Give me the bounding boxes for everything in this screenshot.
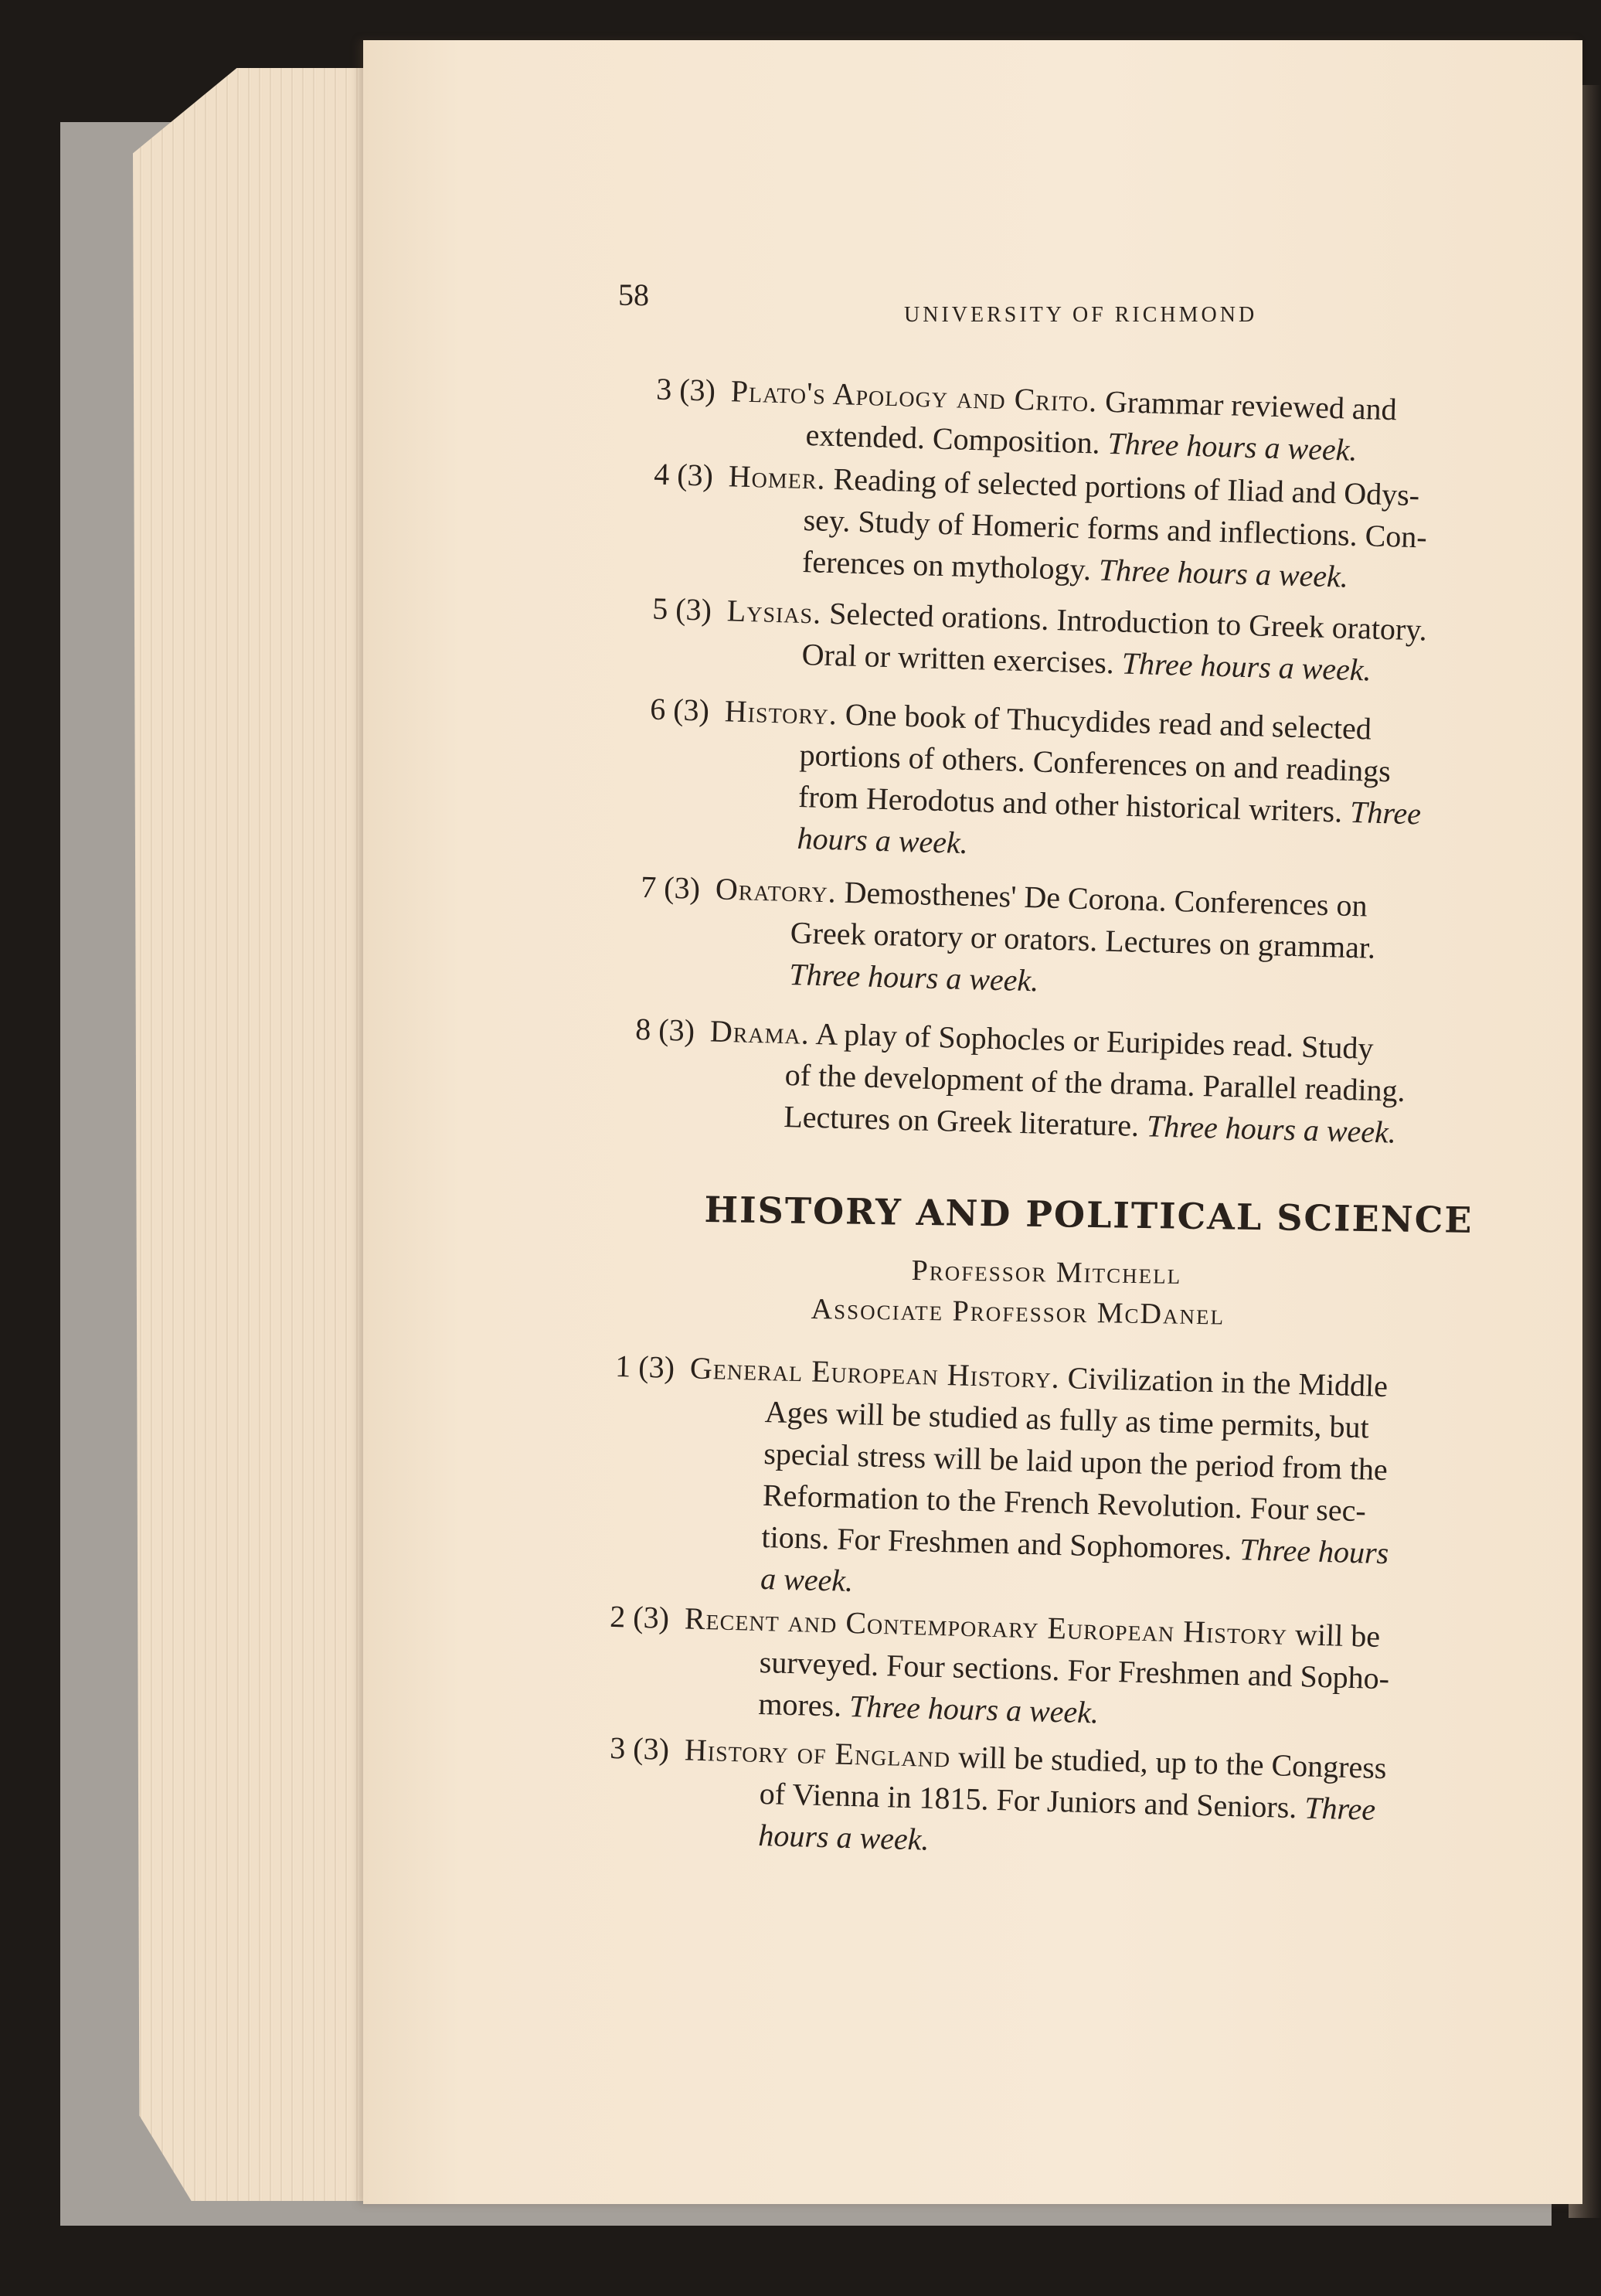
course-entry (649, 691, 1424, 876)
course-title: Plato's Apology and Crito. (730, 373, 1098, 419)
course-text: will be studied, up to the Congress (950, 1739, 1388, 1786)
course-hours: hours a week. (757, 1817, 930, 1857)
course-text: Oral or written exercises. (801, 636, 1115, 681)
course-text: Reformation to the French Revolution. Four sec- (762, 1477, 1367, 1529)
course-entry (651, 590, 1428, 693)
course-hours: Three (1304, 1790, 1376, 1827)
course-number: 3 (3) (609, 1730, 670, 1767)
course-text: Reading of selected portions of Iliad and Odys- (825, 461, 1420, 513)
course-hours: Three hours a week. (1098, 552, 1349, 594)
page-number: 58 (618, 277, 649, 312)
course-number: 7 (3) (640, 869, 701, 906)
course-text: of the development of the drama. Parallel reading. (784, 1056, 1406, 1108)
course-hours: a week. (760, 1560, 854, 1599)
course-text: Lectures on Greek literature. (783, 1098, 1140, 1143)
course-text: from Herodotus and other historical writers. (797, 778, 1343, 829)
course-text: surveyed. Four sections. For Freshmen and Sopho- (759, 1644, 1390, 1696)
course-number: 8 (3) (634, 1011, 695, 1048)
course-number: 5 (3) (651, 590, 712, 628)
course-entry (653, 456, 1428, 600)
course-hours: hours a week. (797, 820, 969, 861)
course-entry (609, 1598, 1391, 1741)
course-title: Lysias. (726, 593, 822, 631)
course-text: Grammar reviewed and (1096, 383, 1398, 427)
course-text: Ages will be studied as fully as time permits, but (764, 1393, 1370, 1445)
course-number: 3 (3) (655, 371, 716, 408)
course-text: ferences on mythology. (801, 543, 1092, 587)
course-text: sey. Study of Homeric forms and inflections. Con- (803, 502, 1428, 555)
course-entry (609, 1730, 1388, 1873)
course-number: 4 (3) (653, 456, 714, 493)
course-title: Oratory. (715, 871, 838, 910)
course-text: of Vienna in 1815. For Juniors and Seniors. (759, 1775, 1297, 1825)
course-text: Selected orations. Introduction to Greek oratory. (821, 595, 1428, 648)
course-text: One book of Thucydides read and selected (837, 696, 1372, 747)
course-text: tions. For Freshmen and Sophomores. (761, 1519, 1232, 1566)
course-number: 6 (3) (649, 691, 710, 728)
course-number: 1 (3) (614, 1348, 675, 1385)
course-text: A play of Sophocles or Euripides read. Study (809, 1015, 1375, 1066)
course-text: extended. Composition. (805, 417, 1101, 461)
faculty-line: Professor Mitchell (911, 1253, 1182, 1291)
course-text: mores. (757, 1685, 842, 1723)
course-hours: Three hours a week. (1121, 645, 1372, 688)
course-title: Homer. (728, 458, 827, 496)
course-hours: Three hours a week. (788, 956, 1039, 998)
section-heading: HISTORY AND POLITICAL SCIENCE (704, 1189, 1474, 1241)
course-text: special stress will be laid upon the period from the (763, 1435, 1389, 1488)
faculty-line: Associate Professor McDanel (811, 1292, 1225, 1332)
course-title: History of England (684, 1732, 951, 1774)
course-number: 2 (3) (609, 1598, 670, 1635)
course-title: History. (724, 693, 838, 732)
course-entry (640, 869, 1377, 1011)
course-hours: Three hours a week. (848, 1689, 1100, 1730)
course-text: will be (1287, 1616, 1381, 1654)
course-hours: Three hours a week. (1107, 425, 1358, 468)
course-text: Demosthenes' De Corona. Conferences on (836, 874, 1368, 924)
course-entry (655, 371, 1398, 472)
course-hours: Three hours a week. (1146, 1108, 1397, 1150)
course-text: Civilization in the Middle (1059, 1359, 1389, 1404)
course-text: portions of others. Conferences on and readings (799, 736, 1392, 789)
running-head: UNIVERSITY OF RICHMOND (904, 303, 1258, 327)
course-entry (614, 1348, 1394, 1616)
course-entry (634, 1011, 1407, 1154)
course-title: Drama. (709, 1013, 811, 1051)
course-hours: Three (1349, 794, 1422, 832)
course-text: Greek oratory or orators. Lectures on grammar. (790, 914, 1376, 965)
course-title: Recent and Contemporary European History (684, 1600, 1288, 1651)
course-hours: Three hours (1239, 1532, 1389, 1571)
course-title: General European History. (689, 1350, 1061, 1395)
